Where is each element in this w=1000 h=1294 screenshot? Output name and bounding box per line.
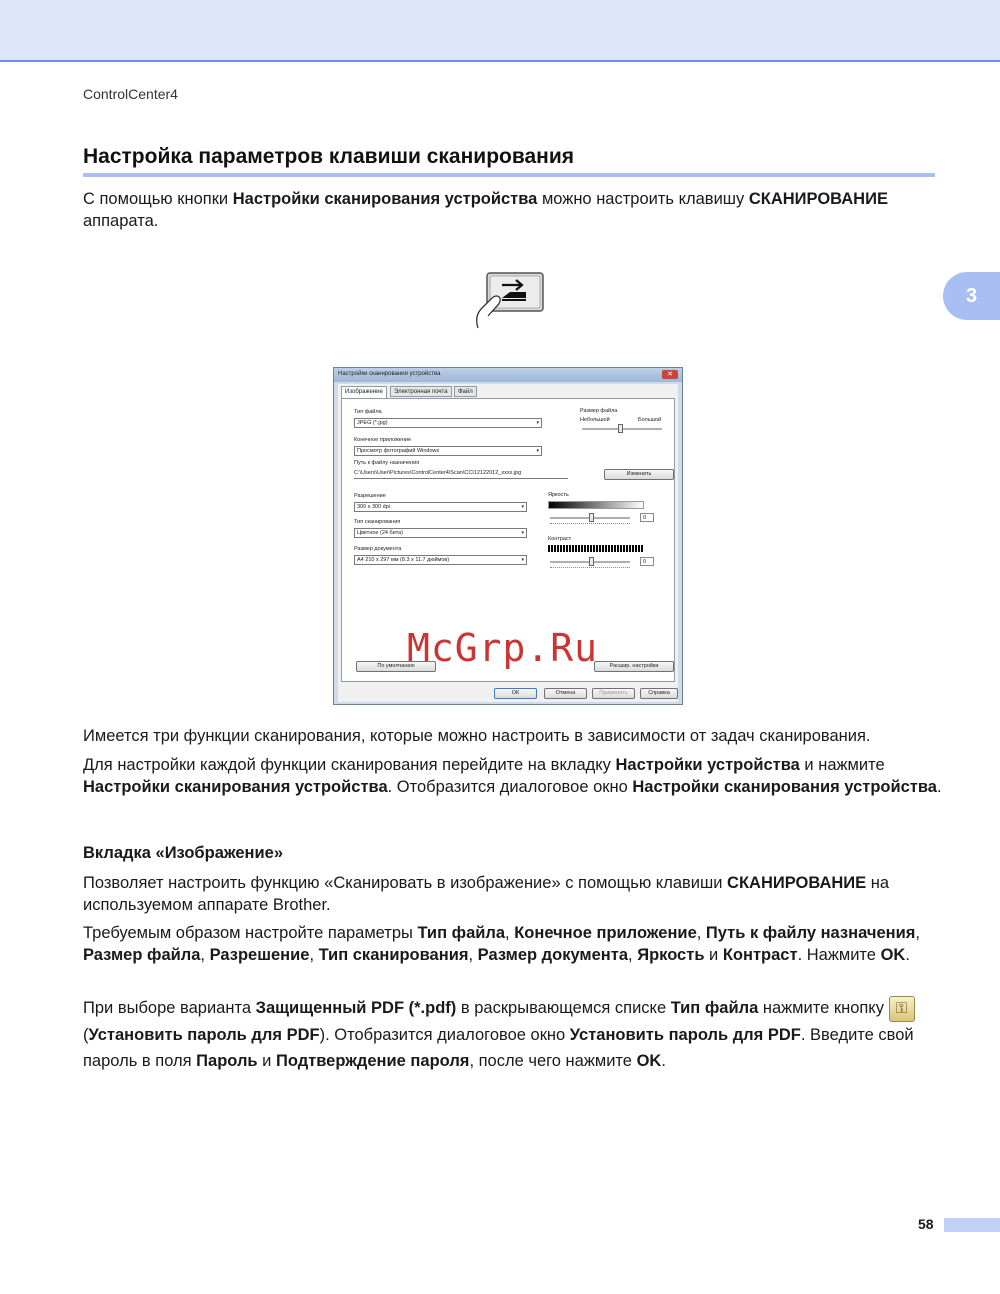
default-button[interactable]: По умолчанию bbox=[356, 661, 436, 672]
target-app-select[interactable]: Просмотр фотографий Windows ▾ bbox=[354, 446, 542, 456]
tab-image[interactable]: Изображение bbox=[341, 386, 387, 398]
brightness-label: Яркость bbox=[548, 492, 569, 498]
paragraph-secure-pdf: При выборе варианта Защищенный PDF (*.pdf) в раскрывающемся списке Тип файла нажмите кнопку ⚿ (Установить пароль для PDF). Отобразится диалоговое окно Установить пароль для PDF. Введите свой пароль в поля Пароль и Подтверждение пароля, после чего нажмите OK. bbox=[83, 995, 945, 1074]
dialog-titlebar bbox=[334, 368, 682, 382]
dest-path-label: Путь к файлу назначения bbox=[354, 460, 420, 466]
intro-paragraph: С помощью кнопки Настройки сканирования устройства можно настроить клавишу СКАНИРОВАНИЕ аппарата. bbox=[83, 190, 888, 230]
tab-email[interactable]: Электронная почта bbox=[390, 386, 452, 397]
title-rule bbox=[83, 173, 935, 177]
file-type-label: Тип файла bbox=[354, 409, 382, 415]
apply-button[interactable]: Применить bbox=[592, 688, 635, 699]
paragraph-image-tab: Позволяет настроить функцию «Сканировать в изображение» с помощью клавиши СКАНИРОВАНИЕ на используемом аппарате Brother. bbox=[83, 874, 890, 914]
help-button[interactable]: Справка bbox=[640, 688, 678, 699]
paragraph-parameters: Требуемым образом настройте параметры Тип файла, Конечное приложение, Путь к файлу назначения, Размер файла, Разрешение, Тип сканирования, Размер документа, Яркость и Контраст. Нажмите OK. bbox=[83, 924, 920, 964]
paragraph-functions: Имеется три функции сканирования, которые можно настроить в зависимости от задач сканирования. bbox=[83, 727, 871, 745]
contrast-slider[interactable] bbox=[589, 557, 594, 566]
watermark: McGrp.Ru bbox=[407, 626, 599, 670]
advanced-settings-button[interactable]: Расшир. настройки bbox=[594, 661, 674, 672]
section-title: Настройка параметров клавиши сканирования bbox=[83, 145, 575, 168]
resolution-label: Разрешение bbox=[354, 493, 386, 499]
chevron-down-icon: ▾ bbox=[536, 448, 539, 454]
doc-size-select[interactable]: A4 210 x 297 мм (8.3 x 11.7 дюймов) ▾ bbox=[354, 555, 527, 565]
contrast-label: Контраст bbox=[548, 536, 572, 542]
brightness-value[interactable]: 0 bbox=[640, 513, 654, 522]
chapter-tab: 3 bbox=[943, 272, 1000, 320]
target-app-label: Конечное приложение bbox=[354, 437, 412, 443]
chevron-down-icon: ▾ bbox=[521, 557, 524, 563]
contrast-pattern bbox=[548, 545, 644, 552]
cancel-button[interactable]: Отмена bbox=[544, 688, 587, 699]
running-header: ControlCenter4 bbox=[83, 86, 178, 102]
brightness-ticks bbox=[550, 523, 630, 527]
file-type-select[interactable]: JPEG (*.jpg) ▾ bbox=[354, 418, 542, 428]
scan-type-select[interactable]: Цветное (24 бита) ▾ bbox=[354, 528, 527, 538]
contrast-value[interactable]: 0 bbox=[640, 557, 654, 566]
dialog-title: Настройки сканирования устройства bbox=[338, 371, 441, 377]
change-path-button[interactable]: Изменить bbox=[604, 469, 674, 480]
file-size-slider[interactable] bbox=[618, 424, 623, 433]
chevron-down-icon: ▾ bbox=[521, 504, 524, 510]
scan-type-label: Тип сканирования bbox=[354, 519, 401, 525]
file-size-small-label: Небольшой bbox=[580, 417, 610, 423]
ok-button[interactable]: ОК bbox=[494, 688, 537, 699]
doc-size-label: Размер документа bbox=[354, 546, 402, 552]
resolution-select[interactable]: 300 x 300 dpi ▾ bbox=[354, 502, 527, 512]
subheading-image-tab: Вкладка «Изображение» bbox=[83, 844, 283, 862]
file-size-large-label: Большой bbox=[638, 417, 662, 423]
tab-file[interactable]: Файл bbox=[454, 386, 477, 397]
chevron-down-icon: ▾ bbox=[521, 530, 524, 536]
scan-settings-button-icon bbox=[470, 268, 550, 330]
key-icon: ⚿ bbox=[889, 996, 915, 1022]
contrast-ticks bbox=[550, 567, 630, 571]
top-band bbox=[0, 0, 1000, 62]
dest-path-field[interactable]: C:\Users\User\Pictures\ControlCenter4\Scan\CCI12122012_xxxx.jpg bbox=[354, 469, 568, 479]
page-number: 58 bbox=[918, 1216, 934, 1232]
brightness-slider[interactable] bbox=[589, 513, 594, 522]
close-icon[interactable]: ✕ bbox=[662, 370, 678, 379]
brightness-gradient bbox=[548, 501, 644, 509]
page-number-bar bbox=[944, 1218, 1000, 1232]
paragraph-open-dialog: Для настройки каждой функции сканирования перейдите на вкладку Настройки устройства и нажмите Настройки сканирования устройства. Отобразится диалоговое окно Настройки сканирования устройства. bbox=[83, 756, 942, 796]
chevron-down-icon: ▾ bbox=[536, 420, 539, 426]
file-size-label: Размер файла bbox=[580, 408, 618, 414]
